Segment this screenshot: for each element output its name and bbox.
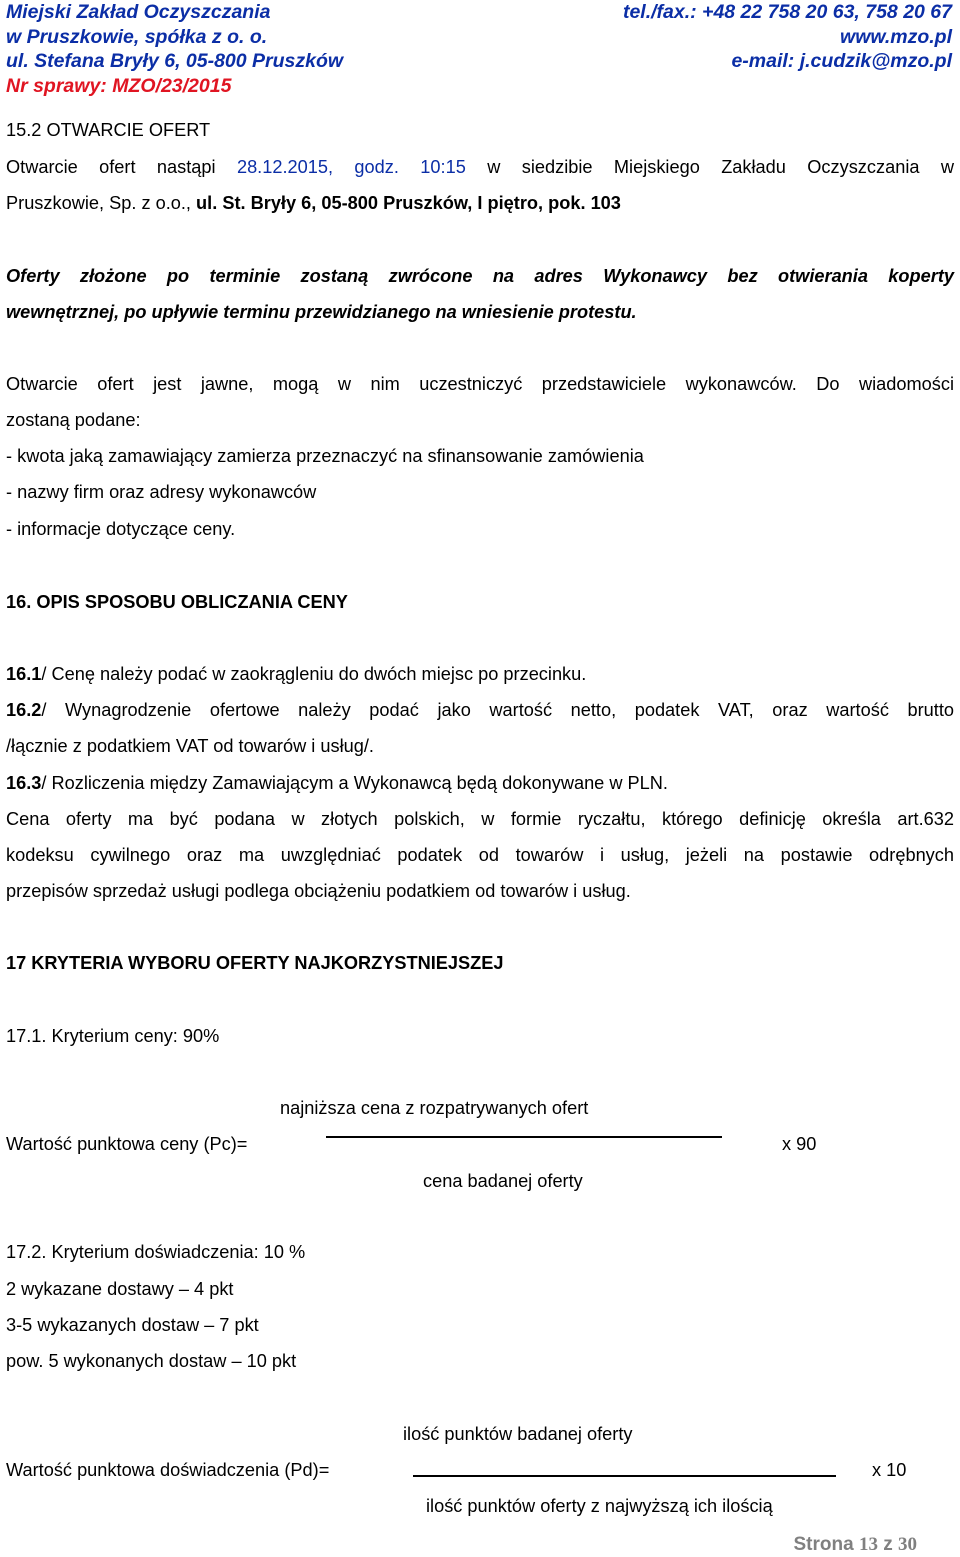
case-number: Nr sprawy: MZO/23/2015 xyxy=(6,74,232,97)
list-item: 3-5 wykazanych dostaw – 7 pkt xyxy=(6,1315,259,1335)
opening-address: ul. St. Bryły 6, 05-800 Pruszków, I piętro, pok. 103 xyxy=(196,193,621,213)
page-total: 30 xyxy=(898,1534,917,1555)
company-address: ul. Stefana Bryły 6, 05-800 Pruszków xyxy=(6,50,344,72)
paragraph-text: / Wynagrodzenie ofertowe należy podać jako wartość netto, podatek VAT, oraz wartość brutto xyxy=(41,700,954,720)
letterhead xyxy=(6,0,952,98)
opening-date: 28.12.2015, godz. xyxy=(236,157,399,177)
formula-denominator: ilość punktów oferty z najwyższą ich ilością xyxy=(426,1496,773,1516)
list-item: 2 wykazane dostawy – 4 pkt xyxy=(6,1279,234,1299)
list-item: pow. 5 wykonanych dostaw – 10 pkt xyxy=(6,1351,297,1371)
paragraph-number: 16.3 xyxy=(6,773,42,793)
list-item: - informacje dotyczące ceny. xyxy=(6,519,236,539)
page-of: z xyxy=(877,1534,898,1555)
list-item: - nazwy firm oraz adresy wykonawców xyxy=(6,482,317,502)
opening-company: Pruszkowie, Sp. z o.o., xyxy=(6,193,197,213)
formula-label: Wartość punktowa ceny (Pc)= xyxy=(6,1134,248,1154)
public-opening-line-1: Otwarcie ofert jest jawne, mogą w nim uczestniczyć przedstawiciele wykonawców. Do wiadomości xyxy=(6,374,954,394)
company-legal-form: w Pruszkowie, spółka z o. o. xyxy=(6,25,268,48)
criterion-experience: 17.2. Kryterium doświadczenia: 10 % xyxy=(6,1242,306,1262)
formula-numerator: ilość punktów badanej oferty xyxy=(403,1424,633,1444)
website-link[interactable]: www.mzo.pl xyxy=(840,25,952,48)
formula-numerator: najniższa cena z rozpatrywanych ofert xyxy=(280,1098,589,1118)
paragraph-text: / Rozliczenia między Zamawiającym a Wykonawcą będą dokonywane w PLN. xyxy=(41,773,668,793)
paragraph-16-3 xyxy=(6,771,954,795)
page-current: 13 xyxy=(858,1534,878,1555)
opening-time: 10:15 xyxy=(398,157,466,177)
price-line-3: przepisów sprzedaż usługi podlega obciążeniu podatkiem od towarów i usług. xyxy=(6,881,631,901)
section-15-2-heading: 15.2 OTWARCIE OFERT xyxy=(6,120,211,140)
price-line-1: Cena oferty ma być podana w złotych polskich, w formie ryczałtu, którego definicję określa art.632 xyxy=(6,809,954,829)
price-line-2: kodeksu cywilnego oraz ma uwzględniać podatek od towarów i usług, jeżeli na postawie odrębnych xyxy=(6,845,954,865)
paragraph-number: 16.2 xyxy=(6,700,42,720)
letterhead-row-3 xyxy=(6,49,952,74)
paragraph-16-2-cont: /łącznie z podatkiem VAT od towarów i usług/. xyxy=(6,736,374,756)
phone-fax: tel./fax.: +48 22 758 20 63, 758 20 67 xyxy=(622,1,952,23)
company-name: Miejski Zakład Oczyszczania xyxy=(6,1,271,23)
formula-multiplier: x 10 xyxy=(872,1460,907,1480)
late-offers-line-1: Oferty złożone po terminie zostaną zwrócone na adres Wykonawcy bez otwierania koperty xyxy=(6,266,954,286)
paragraph-text: / Cenę należy podać w zaokrągleniu do dwóch miejsc po przecinku. xyxy=(41,664,587,684)
page-word: Strona xyxy=(793,1534,859,1555)
formula-multiplier: x 90 xyxy=(782,1134,817,1154)
section-16-heading: 16. OPIS SPOSOBU OBLICZANIA CENY xyxy=(6,592,348,612)
email-link[interactable]: e-mail: j.cudzik@mzo.pl xyxy=(731,50,952,72)
paragraph-16-2 xyxy=(6,698,954,722)
criterion-price: 17.1. Kryterium ceny: 90% xyxy=(6,1026,220,1046)
opening-place: w siedzibie Miejskiego Zakładu Oczyszczania w xyxy=(465,157,954,177)
section-17-heading: 17 KRYTERIA WYBORU OFERTY NAJKORZYSTNIEJSZEJ xyxy=(6,953,504,973)
list-item: - kwota jaką zamawiający zamierza przeznaczyć na sfinansowanie zamówienia xyxy=(6,446,644,466)
fraction-line xyxy=(413,1475,836,1477)
formula-denominator: cena badanej oferty xyxy=(423,1171,583,1191)
letterhead-row-4 xyxy=(6,74,952,99)
public-opening-line-2: zostaną podane: xyxy=(6,410,141,430)
opening-text: Otwarcie ofert nastąpi xyxy=(6,157,237,177)
letterhead-row-1 xyxy=(6,0,952,25)
formula-label: Wartość punktowa doświadczenia (Pd)= xyxy=(6,1460,330,1480)
paragraph-number: 16.1 xyxy=(6,664,42,684)
fraction-line xyxy=(326,1136,722,1138)
opening-line-2 xyxy=(6,191,954,215)
late-offers-line-2: wewnętrznej, po upływie terminu przewidzianego na wniesienie protestu. xyxy=(6,302,637,322)
letterhead-row-2 xyxy=(6,25,952,50)
paragraph-16-1 xyxy=(6,662,954,686)
page-number xyxy=(793,1533,917,1557)
opening-line-1 xyxy=(6,155,954,179)
